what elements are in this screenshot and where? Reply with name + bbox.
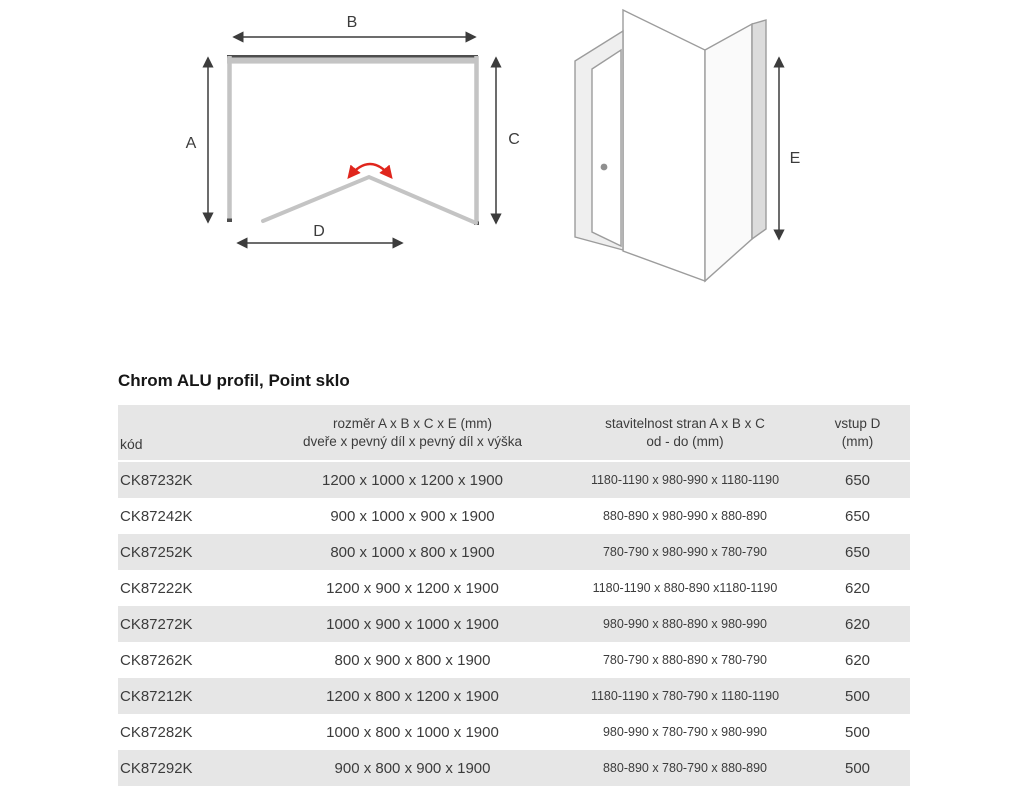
dim-label-d: D xyxy=(313,223,325,240)
cell-vstup: 620 xyxy=(844,615,871,633)
cell-stavitelnost: 1180-1190 x 780-790 x 1180-1190 xyxy=(590,689,780,703)
table-header xyxy=(118,405,910,461)
header-rozmer xyxy=(260,405,565,461)
cell-stavitelnost: 880-890 x 980-990 x 880-890 xyxy=(602,509,767,523)
iso-fold-panel xyxy=(705,24,752,281)
page-title: Chrom ALU profil, Point sklo xyxy=(118,371,350,390)
cell-stavitelnost: 880-890 x 780-790 x 880-890 xyxy=(602,761,767,775)
dim-label-e: E xyxy=(789,150,801,167)
cell-kod: CK87242K xyxy=(120,507,193,525)
cell-stavitelnost: 780-790 x 980-990 x 780-790 xyxy=(602,545,767,559)
plan-diagram xyxy=(186,14,520,243)
iso-right-wall-profile xyxy=(752,20,766,239)
table-row xyxy=(118,642,910,678)
cell-vstup: 620 xyxy=(844,579,871,597)
cell-rozmer: 900 x 1000 x 900 x 1900 xyxy=(330,507,495,525)
cell-rozmer: 1200 x 1000 x 1200 x 1900 xyxy=(322,471,503,489)
header-vstup-line1: vstup D xyxy=(834,415,881,431)
cell-stavitelnost: 980-990 x 880-890 x 980-990 xyxy=(602,617,767,631)
cell-rozmer: 800 x 900 x 800 x 1900 xyxy=(334,651,491,669)
pivot-door-panels xyxy=(263,177,476,223)
header-stavitelnost-line1: stavitelnost stran A x B x C xyxy=(605,415,765,431)
cell-kod: CK87282K xyxy=(120,723,193,741)
header-rozmer-line1: rozměr A x B x C x E (mm) xyxy=(332,415,492,431)
cell-kod: CK87262K xyxy=(120,651,193,669)
cell-vstup: 500 xyxy=(844,687,871,705)
dim-label-b: B xyxy=(346,14,358,31)
table-header-row xyxy=(118,405,910,461)
technical-diagrams xyxy=(0,0,1024,350)
cell-kod: CK87252K xyxy=(120,543,193,561)
cell-stavitelnost: 1180-1190 x 880-890 x1180-1190 xyxy=(592,581,778,595)
cell-rozmer: 1000 x 900 x 1000 x 1900 xyxy=(326,615,499,633)
header-vstup-line2: (mm) xyxy=(841,433,874,449)
cell-rozmer: 1000 x 800 x 1000 x 1900 xyxy=(326,723,499,741)
table-row xyxy=(118,606,910,642)
cell-vstup: 500 xyxy=(844,723,871,741)
cell-vstup: 650 xyxy=(844,507,871,525)
table-body xyxy=(118,461,910,786)
door-swing-arrow-icon xyxy=(349,164,391,177)
cell-stavitelnost: 780-790 x 880-890 x 780-790 xyxy=(602,653,767,667)
cell-vstup: 650 xyxy=(844,543,871,561)
dim-label-c: C xyxy=(508,131,520,148)
cell-vstup: 500 xyxy=(844,759,871,777)
dim-label-a: A xyxy=(185,135,197,152)
left-wall-foot xyxy=(227,219,232,223)
cell-kod: CK87232K xyxy=(120,471,193,489)
cell-vstup: 620 xyxy=(844,651,871,669)
cell-rozmer: 800 x 1000 x 800 x 1900 xyxy=(330,543,495,561)
cell-vstup: 650 xyxy=(844,471,871,489)
cell-rozmer: 1200 x 900 x 1200 x 1900 xyxy=(326,579,499,597)
cell-stavitelnost: 980-990 x 780-790 x 980-990 xyxy=(602,725,767,739)
header-stavitelnost xyxy=(565,405,805,461)
cell-kod: CK87272K xyxy=(120,615,193,633)
cell-rozmer: 1200 x 800 x 1200 x 1900 xyxy=(326,687,499,705)
cell-kod: CK87222K xyxy=(120,579,193,597)
table-row xyxy=(118,570,910,606)
cell-kod: CK87292K xyxy=(120,759,193,777)
table-row xyxy=(118,678,910,714)
top-profile-edge xyxy=(227,55,478,58)
table-row xyxy=(118,498,910,534)
iso-door-leaf xyxy=(592,50,621,246)
cell-stavitelnost: 1180-1190 x 980-990 x 1180-1190 xyxy=(590,473,780,487)
header-vstup xyxy=(805,405,910,461)
spec-table xyxy=(118,405,910,786)
door-handle-icon xyxy=(601,164,608,171)
cell-kod: CK87212K xyxy=(120,687,193,705)
iso-back-panel xyxy=(623,10,705,281)
header-rozmer-line2: dveře x pevný díl x pevný díl x výška xyxy=(302,433,523,449)
table-row xyxy=(118,461,910,498)
table-row xyxy=(118,714,910,750)
header-stavitelnost-line2: od - do (mm) xyxy=(646,433,724,449)
table-row xyxy=(118,534,910,570)
cell-rozmer: 900 x 800 x 900 x 1900 xyxy=(334,759,491,777)
iso-diagram xyxy=(575,10,800,281)
header-kod: kód xyxy=(118,405,260,461)
table-row xyxy=(118,750,910,786)
glass-panel-top xyxy=(227,58,478,64)
